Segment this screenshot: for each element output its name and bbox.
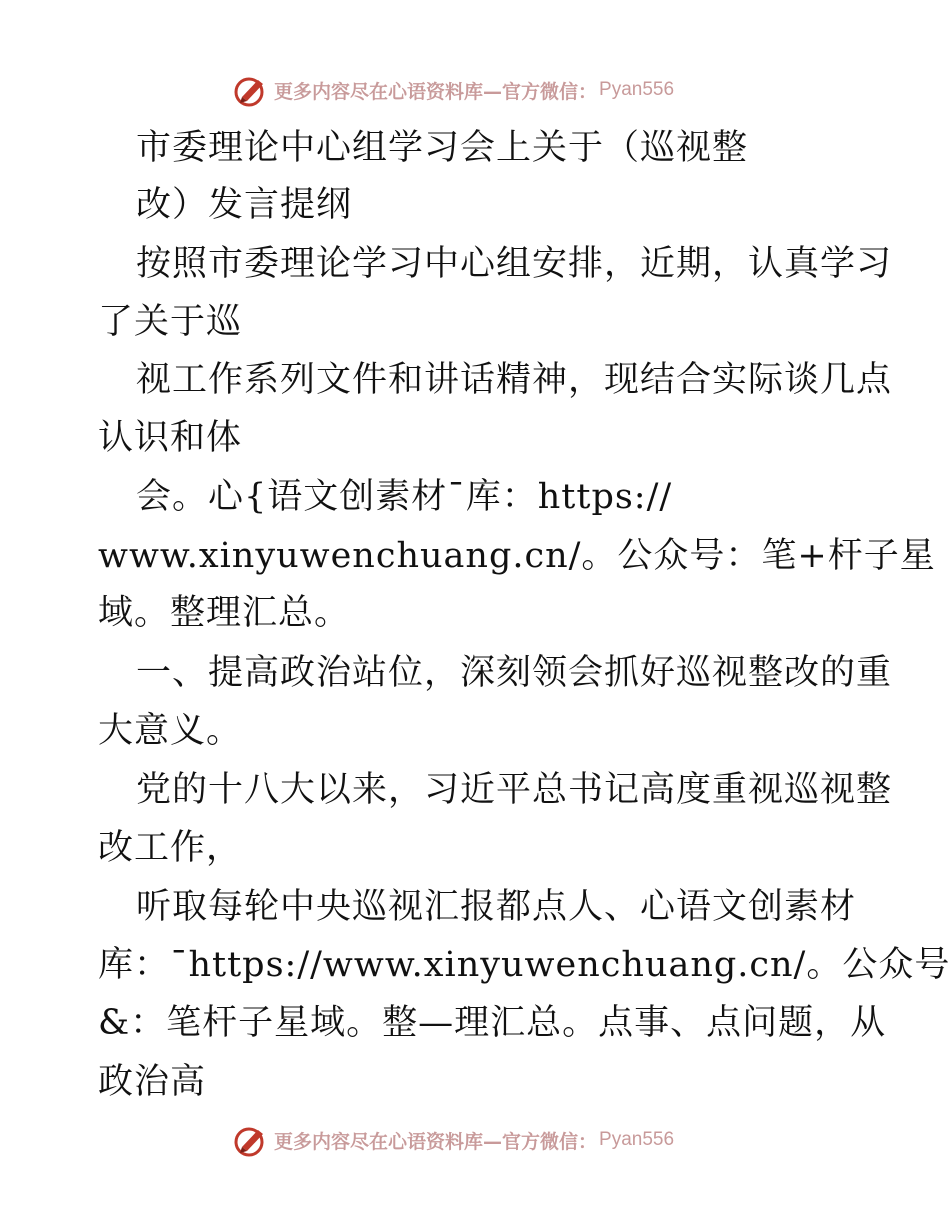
footer-banner [234, 1122, 754, 1158]
doc-line: www.xinyuwenchuang.cn/。公众号：笔+杆子星 [98, 536, 936, 576]
doc-line: 党的十八大以来，习近平总书记高度重视巡视整 [136, 770, 893, 810]
banner-text: 更多内容尽在心语资料库—官方微信： [274, 80, 598, 103]
pen-logo-icon [234, 73, 268, 107]
doc-line: &：笔杆子星域。整—理汇总。点事、点问题，从 [98, 1003, 887, 1043]
doc-line: 了关于巡 [98, 302, 243, 342]
doc-title-line-2: 改）发言提纲 [136, 185, 353, 225]
doc-line: 域。整理汇总。 [98, 593, 351, 633]
banner-wechat-id: Pyan556 [599, 1129, 675, 1150]
pen-logo-icon [234, 1123, 268, 1157]
banner-text: 更多内容尽在心语资料库—官方微信： [274, 1130, 598, 1153]
doc-line: 库：¯https://www.xinyuwenchuang.cn/。公众号 [98, 945, 950, 985]
doc-line: 认识和体 [98, 418, 243, 458]
doc-line: 大意义。 [98, 711, 243, 751]
doc-line: 按照市委理论学习中心组安排，近期，认真学习 [136, 244, 893, 284]
doc-line: 政治高 [98, 1062, 207, 1102]
doc-title-line-1: 市委理论中心组学习会上关于（巡视整 [136, 128, 749, 168]
section-heading-1: 一、提高政治站位，深刻领会抓好巡视整改的重 [136, 653, 893, 693]
header-banner [234, 72, 754, 108]
banner-wechat-id: Pyan556 [599, 79, 675, 100]
doc-line: 会。心{语文创素材¯库：https:// [136, 477, 673, 517]
doc-line: 改工作， [98, 828, 243, 868]
doc-line: 听取每轮中央巡视汇报都点人、心语文创素材 [136, 887, 857, 927]
doc-line: 视工作系列文件和讲话精神，现结合实际谈几点 [136, 360, 893, 400]
